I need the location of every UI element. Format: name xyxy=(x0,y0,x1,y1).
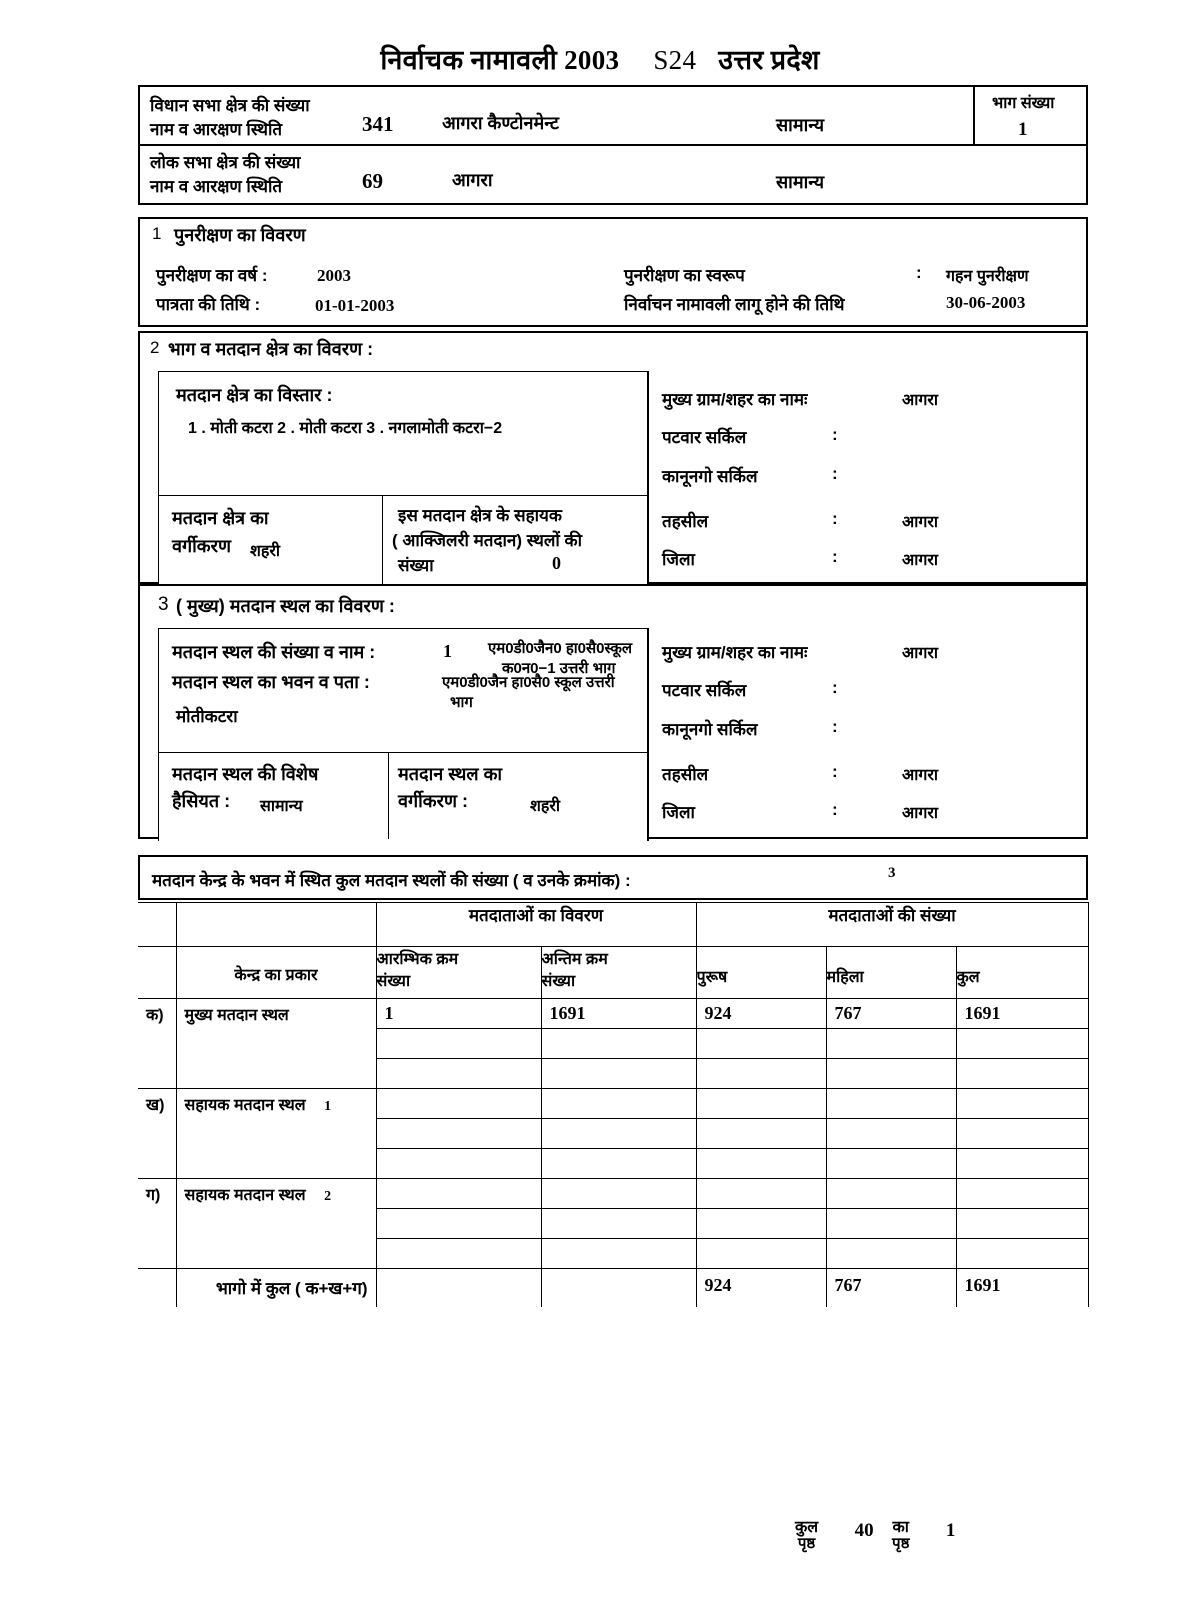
s3-tehsil-colon: : xyxy=(832,762,838,781)
row-key-1: ख) xyxy=(138,1089,176,1179)
station-number-label: मतदान स्थल की संख्या व नाम : xyxy=(172,642,376,662)
blank-cell xyxy=(956,1119,1088,1149)
s3-district-label: जिला xyxy=(662,803,695,822)
area-classification-value: शहरी xyxy=(250,543,281,560)
state-name: उत्तर प्रदेश xyxy=(718,45,820,75)
parliament-number: 69 xyxy=(362,169,383,193)
blank-cell xyxy=(826,1059,956,1089)
section2-polling-area xyxy=(138,331,1088,584)
section3-polling-station xyxy=(138,584,1088,839)
station-building-label: मतदान स्थल का भवन व पता : xyxy=(172,672,370,692)
row-type-0 xyxy=(176,999,376,1089)
blank-cell xyxy=(826,1029,956,1059)
revision-year-value: 2003 xyxy=(317,266,351,285)
blank-cell xyxy=(541,1239,696,1269)
row-total-1 xyxy=(956,1089,1088,1119)
blank-cell xyxy=(826,1239,956,1269)
header-end-serial-l2: संख्या xyxy=(541,973,576,990)
special-status-value: सामान्य xyxy=(260,798,303,815)
footer-total-page-word: पृष्ठ xyxy=(797,1535,816,1552)
assembly-name: आगरा कैण्टोनमेन्ट xyxy=(442,113,559,133)
row-type-suffix-1: 1 xyxy=(324,1099,332,1114)
section1-index: 1 xyxy=(152,224,162,243)
row-type-1 xyxy=(176,1089,376,1179)
group-header-details: मतदाताओं का विवरण xyxy=(376,903,696,947)
row-male-1 xyxy=(696,1089,826,1119)
spacer-cell-a xyxy=(138,903,176,947)
header-start-serial xyxy=(376,947,541,999)
footer-total-word: कुल xyxy=(795,1519,819,1536)
blank-cell xyxy=(541,1119,696,1149)
section2-title: भाग व मतदान क्षेत्र का विवरण : xyxy=(168,339,374,359)
extent-value: 1 . मोती कटरा 2 . मोती कटरा 3 . नगलामोती कटरा−2 xyxy=(188,420,503,437)
s2-district-value: आगरा xyxy=(902,552,939,569)
center-total-value: 3 xyxy=(888,865,896,881)
row-type-label-2: सहायक मतदान स्थल xyxy=(184,1187,306,1204)
blank-cell xyxy=(696,1059,826,1089)
s3-kanungo-colon: : xyxy=(832,717,838,736)
blank-cell xyxy=(826,1149,956,1179)
publication-date-label: निर्वाचन नामावली लागू होने की तिथि xyxy=(624,295,845,314)
row-end-1 xyxy=(541,1089,696,1119)
s2-tehsil-label: तहसील xyxy=(662,512,709,531)
header-male: पुरूष xyxy=(696,947,826,999)
s3-patwar-label: पटवार सर्किल xyxy=(662,681,747,700)
station-name-line1: एम0डी0जैन0 हा0सै0स्कूल xyxy=(488,640,633,657)
total-row-key-cell xyxy=(138,1269,176,1307)
row-male-0: 924 xyxy=(696,999,826,1029)
row-type-suffix-2: 2 xyxy=(324,1189,332,1204)
blank-cell xyxy=(541,1029,696,1059)
part-box-divider xyxy=(973,87,975,144)
section1-revision-details xyxy=(138,217,1088,327)
blank-cell xyxy=(826,1119,956,1149)
station-building-line2: भाग xyxy=(450,694,473,711)
s2-patwar-colon: : xyxy=(832,425,838,444)
auxiliary-count-value: 0 xyxy=(552,553,561,573)
revision-type-colon: : xyxy=(916,263,922,282)
parliament-reservation: सामान्य xyxy=(776,172,825,192)
row-start-0: 1 xyxy=(376,999,541,1029)
station-building-line3: मोतीकटरा xyxy=(176,707,238,726)
row-type-label-1: सहायक मतदान स्थल xyxy=(184,1097,306,1114)
center-total-label: मतदान केन्द्र के भवन में स्थित कुल मतदान स्थलों की संख्या ( व उनके क्रमांक) : xyxy=(152,871,631,890)
s2-district-colon: : xyxy=(832,547,838,566)
constituency-block xyxy=(138,85,1088,205)
s3-district-value: आगरा xyxy=(902,805,939,822)
page-footer xyxy=(795,1520,955,1551)
voter-count-table xyxy=(138,902,1089,1307)
group-header-counts: मतदाताओं की संख्या xyxy=(696,903,1088,947)
parliament-label-line1: लोक सभा क्षेत्र की संख्या xyxy=(150,153,301,172)
section2-classification-divider xyxy=(382,495,383,584)
part-number-label: भाग संख्या xyxy=(992,95,1055,112)
qualifying-date-label: पात्रता की तिथि : xyxy=(156,295,261,314)
qualifying-date-value: 01-01-2003 xyxy=(315,296,395,315)
footer-of-word: का xyxy=(892,1519,909,1536)
s2-tehsil-value: आगरा xyxy=(902,514,939,531)
page-title xyxy=(0,40,1200,77)
s3-tehsil-value: आगरा xyxy=(902,767,939,784)
header-start-serial-l1: आरम्भिक क्रम xyxy=(376,951,459,968)
row-type-label-0: मुख्य मतदान स्थल xyxy=(184,1007,289,1024)
blank-cell xyxy=(376,1209,541,1239)
s2-kanungo-colon: : xyxy=(832,464,838,483)
row-total-2 xyxy=(956,1179,1088,1209)
footer-total-label xyxy=(795,1520,818,1551)
table-group-header-row xyxy=(138,903,1088,947)
section3-locality-divider xyxy=(648,628,649,841)
area-classification-label-l1: मतदान क्षेत्र का xyxy=(172,508,269,528)
footer-total-pages: 40 xyxy=(854,1520,874,1541)
auxiliary-count-label-l2: ( आक्जिलरी मतदान) स्थलों की xyxy=(392,531,582,550)
s2-main-village-value: आगरा xyxy=(902,392,939,409)
section2-index: 2 xyxy=(150,338,160,357)
constituency-row-divider xyxy=(140,144,1086,146)
blank-cell xyxy=(541,1209,696,1239)
header-end-serial-l1: अन्तिम क्रम xyxy=(541,951,608,968)
header-start-serial-l2: संख्या xyxy=(376,973,411,990)
revision-year-label: पुनरीक्षण का वर्ष : xyxy=(156,266,268,285)
assembly-label-line1: विधान सभा क्षेत्र की संख्या xyxy=(150,96,310,115)
table-row xyxy=(138,1179,1088,1209)
section3-title: ( मुख्य) मतदान स्थल का विवरण : xyxy=(176,596,395,616)
row-female-0: 767 xyxy=(826,999,956,1029)
row-female-2 xyxy=(826,1179,956,1209)
blank-cell xyxy=(376,1029,541,1059)
section3-status-divider xyxy=(388,752,389,839)
s3-patwar-colon: : xyxy=(832,678,838,697)
header-end-serial xyxy=(541,947,696,999)
assembly-reservation: सामान्य xyxy=(776,115,825,135)
total-row-total: 1691 xyxy=(956,1269,1088,1307)
assembly-label-line2: नाम व आरक्षण स्थिति xyxy=(150,120,283,139)
section1-title: पुनरीक्षण का विवरण xyxy=(174,225,306,245)
s2-patwar-label: पटवार सर्किल xyxy=(662,428,747,447)
total-row-label: भागो में कुल ( क+ख+ग) xyxy=(176,1269,376,1307)
table-column-header-row xyxy=(138,947,1088,999)
blank-cell xyxy=(956,1239,1088,1269)
auxiliary-count-label-l1: इस मतदान क्षेत्र के सहायक xyxy=(398,506,562,525)
blank-cell xyxy=(696,1119,826,1149)
s3-main-village-label: मुख्य ग्राम/शहर का नामः xyxy=(662,643,808,662)
table-total-row xyxy=(138,1269,1088,1307)
blank-cell xyxy=(826,1209,956,1239)
row-type-2 xyxy=(176,1179,376,1269)
row-end-2 xyxy=(541,1179,696,1209)
parliament-label-line2: नाम व आरक्षण स्थिति xyxy=(150,177,283,196)
blank-cell xyxy=(696,1239,826,1269)
special-status-label-l2: हैसियत : xyxy=(172,791,231,811)
station-number-value: 1 xyxy=(443,641,452,661)
station-classification-value: शहरी xyxy=(530,798,561,815)
blank-cell xyxy=(956,1029,1088,1059)
footer-of-label xyxy=(892,1520,909,1551)
special-status-label-l1: मतदान स्थल की विशेष xyxy=(172,764,319,784)
row-start-2 xyxy=(376,1179,541,1209)
s3-kanungo-label: कानूनगो सर्किल xyxy=(662,720,758,739)
blank-cell xyxy=(376,1119,541,1149)
revision-type-value: गहन पुनरीक्षण xyxy=(946,268,1029,285)
total-row-end xyxy=(541,1269,696,1307)
row-male-2 xyxy=(696,1179,826,1209)
s2-district-label: जिला xyxy=(662,550,695,569)
blank-cell xyxy=(376,1149,541,1179)
state-code: S24 xyxy=(653,45,697,75)
blank-cell xyxy=(696,1209,826,1239)
s3-main-village-value: आगरा xyxy=(902,645,939,662)
revision-type-label: पुनरीक्षण का स्वरूप xyxy=(624,266,745,285)
row-key-2: ग) xyxy=(138,1179,176,1269)
footer-page-word: पृष्ठ xyxy=(892,1535,910,1552)
section2-locality-divider xyxy=(648,371,649,586)
blank-cell xyxy=(956,1209,1088,1239)
row-end-0: 1691 xyxy=(541,999,696,1029)
row-female-1 xyxy=(826,1089,956,1119)
header-female: महिला xyxy=(826,947,956,999)
s2-kanungo-label: कानूनगो सर्किल xyxy=(662,467,758,486)
total-row-start xyxy=(376,1269,541,1307)
blank-cell xyxy=(541,1149,696,1179)
spacer-cell-b xyxy=(176,903,376,947)
station-classification-label-l2: वर्गीकरण : xyxy=(398,791,468,811)
auxiliary-count-label-l3: संख्या xyxy=(398,556,434,575)
total-row-female: 767 xyxy=(826,1269,956,1307)
blank-cell xyxy=(376,1059,541,1089)
blank-cell xyxy=(696,1149,826,1179)
row-total-0: 1691 xyxy=(956,999,1088,1029)
publication-date-value: 30-06-2003 xyxy=(946,293,1026,312)
s2-tehsil-colon: : xyxy=(832,509,838,528)
row-key-0: क) xyxy=(138,999,176,1089)
assembly-number: 341 xyxy=(362,112,394,136)
station-classification-label-l1: मतदान स्थल का xyxy=(398,764,503,784)
footer-current-page: 1 xyxy=(945,1520,956,1541)
header-total: कुल xyxy=(956,947,1088,999)
station-name-line2: क0न0−1 उत्तरी भाग xyxy=(502,660,616,677)
station-building-line1: एम0डी0जैन हा0सै0 स्कूल उत्तरी xyxy=(442,674,615,691)
s3-tehsil-label: तहसील xyxy=(662,765,709,784)
row-start-1 xyxy=(376,1089,541,1119)
blank-cell xyxy=(956,1059,1088,1089)
blank-cell xyxy=(376,1239,541,1269)
parliament-name: आगरा xyxy=(452,170,493,190)
blank-cell xyxy=(541,1059,696,1089)
s2-main-village-label: मुख्य ग्राम/शहर का नामः xyxy=(662,390,808,409)
title-main-text: निर्वाचक नामावली 2003 xyxy=(380,45,620,75)
blank-cell xyxy=(956,1149,1088,1179)
header-key-cell xyxy=(138,947,176,999)
total-row-male: 924 xyxy=(696,1269,826,1307)
part-number-value: 1 xyxy=(1018,119,1028,140)
section3-index: 3 xyxy=(158,594,169,615)
table-row xyxy=(138,999,1088,1029)
blank-cell xyxy=(696,1029,826,1059)
extent-label: मतदान क्षेत्र का विस्तार : xyxy=(176,385,333,405)
table-row xyxy=(138,1089,1088,1119)
center-total-strip xyxy=(138,855,1088,900)
s3-district-colon: : xyxy=(832,800,838,819)
area-classification-label-l2: वर्गीकरण xyxy=(172,536,232,556)
header-center-type: केन्द्र का प्रकार xyxy=(176,947,376,999)
